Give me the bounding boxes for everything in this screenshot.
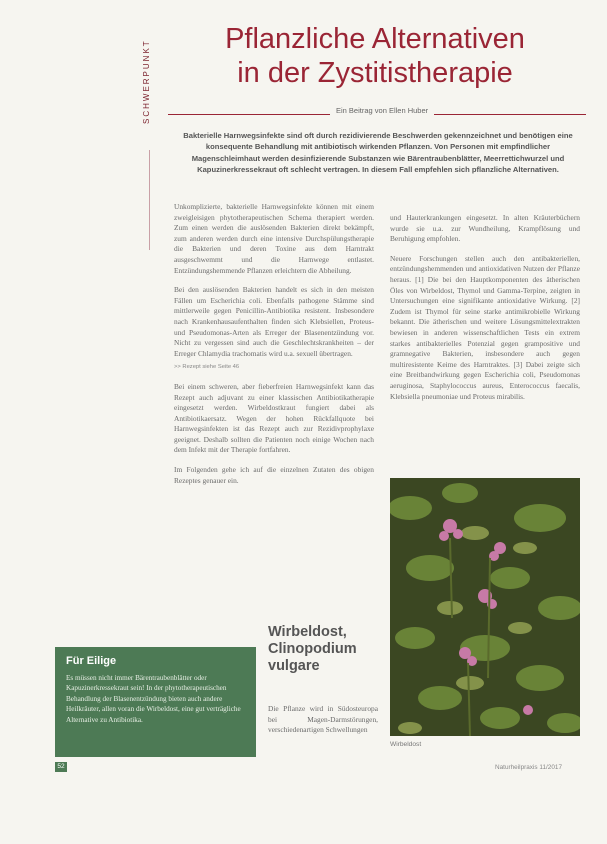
author-byline: Ein Beitrag von Ellen Huber (330, 106, 434, 115)
section-divider (149, 150, 150, 250)
plant-illustration (390, 478, 580, 736)
subsection-heading-line: Wirbeldost, (268, 624, 347, 640)
section-label: SCHWERPUNKT (142, 39, 151, 125)
body-paragraph: Im Folgenden gehe ich auf die einzelnen Zutaten des obigen Rezeptes genauer ein. (174, 465, 374, 485)
photo-caption: Wirbeldost (390, 741, 422, 748)
lead-paragraph: Bakterielle Harnwegsinfekte sind oft durch rezidivierende Beschwerden gekennzeichnet und benötigen eine konsequente Behandlung mit antibiotisch wirkenden Pflanzen. Von Personen mit empfindlicher Magenschleimhaut werden desinfizierende Substanzen wie Bärentraubenblätter, Meerrettichwurzel und Kapuzinerkressekraut oft schlecht vertragen. In diesem Fall empfehlen sich pflanzliche Alternativen. (183, 131, 573, 175)
subsection-body: Die Pflanze wird in Südosteuropa bei Magen-Darmstörungen, verschiedenartigen Schwellungen (268, 704, 378, 735)
body-paragraph: Unkomplizierte, bakterielle Harnwegsinfekte können mit einem zweigleisigen phytotherapeutischen Schema therapiert werden. Zum einen werden die auslösenden Bakterien direkt bekämpft, zum anderen werden durch eine intensive Durchspülungstherapie die Bakterien und deren Toxine aus dem Harntrakt ausgeschwemmt und die Harnwege entlastet. Entzündungshemmende Pflanzen erleichtern die Abheilung. (174, 202, 374, 275)
summary-box (55, 647, 256, 757)
body-column-left (174, 202, 374, 495)
page-number: 52 (55, 762, 67, 772)
body-paragraph: Bei den auslösenden Bakterien handelt es sich in den meisten Fällen um Escherichia coli. Ebenfalls pathogene Stämme sind mittlerweile gegen Penicillin-Antibiotika resistent. Insbesondere nach Krankenhausaufenthalten finden sich Klebsiellen, Proteus- und Pseudomonas-Arten als Erreger der Blasenentzündung vor. Nicht zu vergessen sind auch die Geschlechtskrankheiten – der Erreger Chlamydia trachomatis wird u.a. sexuell übertragen. (174, 285, 374, 358)
wirbeldost-photo (390, 478, 580, 736)
cross-reference: >> Rezept siehe Seite 46 (174, 364, 240, 371)
body-paragraph: und Hauterkrankungen eingesetzt. In alten Kräuterbüchern wurde sie u.a. zur Wundheilung, Krampflösung und Beruhigung empfohlen. (390, 213, 580, 244)
summary-box-title: Für Eilige (66, 655, 117, 667)
body-paragraph: Bei einem schweren, aber fieberfreien Harnwegsinfekt kann das Rezept auch adjuvant zu einer klassischen Antibiotikatherapie eingesetzt werden. Wirbeldostkraut fungiert dabei als Antibiotikaersatz. Wegen der hohen Rückfallquote bei Harnwegsinfekten ist das Rezept auch zur Rezidivprophylaxe geeignet. Deshalb sollten die Patienten noch einige Wochen nach dem Infekt mit der Therapie fortfahren. (174, 381, 374, 455)
body-column-right (390, 213, 580, 411)
title-line-2: in der Zystitistherapie (237, 57, 513, 89)
title-line-1: Pflanzliche Alternativen (225, 23, 525, 55)
body-paragraph: Neuere Forschungen stellen auch den antibakteriellen, entzündungshemmenden und antioxidativen Nutzen der Pflanze heraus. [1] Die bei den Hauptkomponenten des ätherischen Öles von Wirbeldost, Thymol und Gamma-Terpine, zeigten in Untersuchungen eine signifikante antioxidative Wirkung. [2] Zudem ist Thymol für seine starke antimikrobielle Wirkung bekannt. Die ätherischen und weitere Lösungsmittelextrakten bewiesen in anderen wissenschaftlichen Tests ein extrem starkes antibakterielles Potenzial gegen grampositive und gramnegative Bakterien, insbesondere auch gegen multiresistente Keime des Harntraktes. [3] Dabei zeigte sich eine Breitbandwirkung gegen Escherichia coli, Pseudomonas aeruginosa, Staphylococcus aureus, Enterococcus faecalis, Klebsiella pneumoniae und Proteus mirabilis. (390, 253, 580, 401)
subsection-heading-line: vulgare (268, 658, 320, 674)
journal-footer: Naturheilpraxis 11/2017 (495, 764, 563, 771)
subsection-heading-line: Clinopodium (268, 641, 357, 657)
article-title (175, 22, 575, 90)
summary-box-body: Es müssen nicht immer Bärentraubenblätter oder Kapuzinerkressekraut sein! In der phytotherapeutischen Behandlung der Blasenentzündung bieten auch andere Heilkräuter, allen voran die Wirbeldost, eine gut verträgliche Alternative zu Antibiotika. (66, 674, 241, 724)
subsection-heading (268, 624, 383, 675)
